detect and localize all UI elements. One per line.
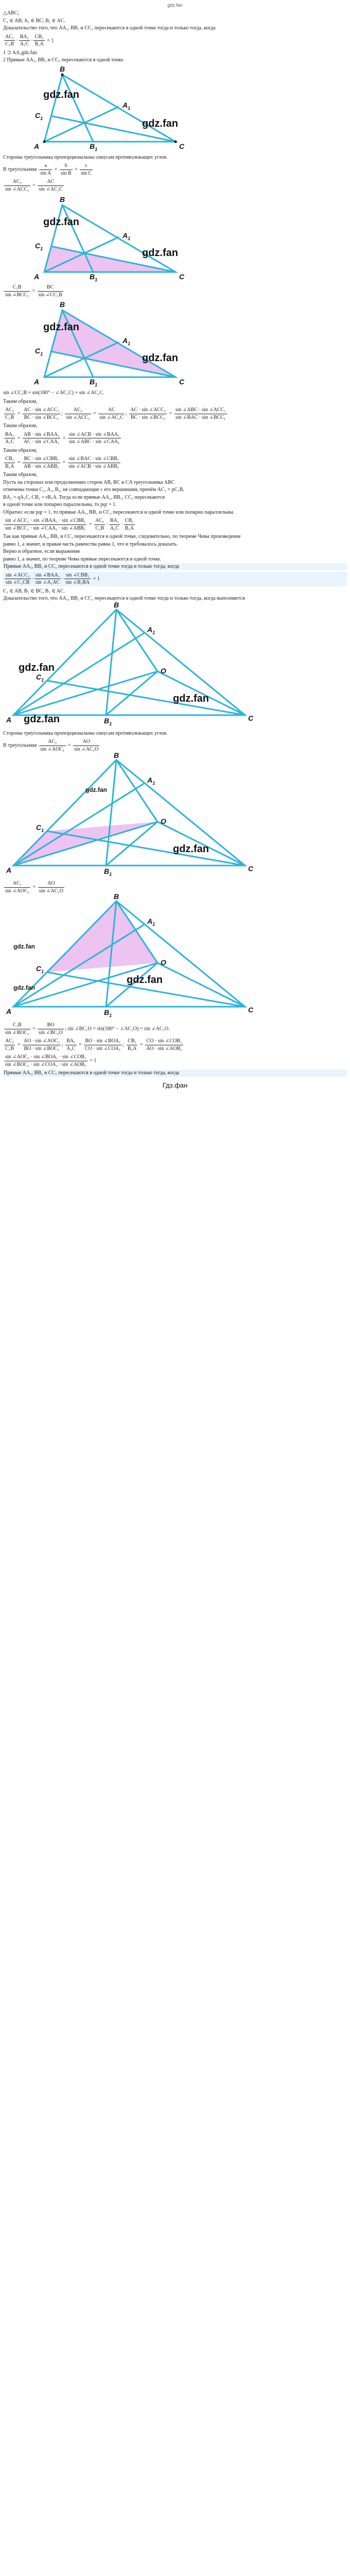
watermark: gdz.fan <box>13 943 35 950</box>
label-B1-sub: 1 <box>109 1012 112 1018</box>
sine-ratio-1: $\frac{\text{AC₁}}{\text{sin ∠ACC₁}}$ = $\frac{AC}{\text{sin ∠AC₁C}}$ <box>5 179 63 192</box>
prove-line: Доказательство того, что AA₁, BB₁ и CC₁ пересекаются в одной точке тогда и только тогда, когда <box>3 25 216 31</box>
final-ratio-1: $\frac{\text{C₁B}}{\text{sin ∠BOC₁}}$ = $\frac{BO}{\text{sin ∠BC₁O}}$ ; sin ∠BC₁O = sin(180° − ∠AC₁O) = sin ∠AC₁O. <box>5 1022 170 1036</box>
label-B: B <box>60 64 65 73</box>
given-b: C₁ ∈ AB, B₁ ∈ BC, B₁ ∈ AC. <box>3 588 65 594</box>
label-A: A <box>34 378 40 386</box>
watermark: gdz.fan <box>24 713 60 725</box>
label-B1-sub: 1 <box>109 721 112 726</box>
let-text: Пусть на сторонах или продолжениях сторон AB, BC и CA треугольника ABC <box>3 479 175 485</box>
watermark: gdz.fan <box>142 117 178 129</box>
condition-formula: $\frac{\text{AC₁}}{\text{C₁B}}$ · $\frac{\text{BA₁}}{\text{A₁C}}$ · $\frac{\text{CB₁}}{\text{B₁A}}$ = 1 <box>5 33 54 47</box>
label-C1-sub: 1 <box>40 115 43 121</box>
label-A: A <box>6 1007 12 1015</box>
label-B: B <box>114 751 119 759</box>
label-C1-sub: 1 <box>41 677 44 683</box>
label-A1 <box>147 775 155 786</box>
final-product: $\frac{\text{sin ∠AOC₁ · sin ∠BOA₁ · sin ∠COB₁}}{\text{sin ∠BOC₁ · sin ∠COA₁ · sin ∠AOB₁}}$ = 1 <box>5 1054 97 1067</box>
label-B1 <box>90 377 97 388</box>
label-C1-sub: 1 <box>41 969 44 974</box>
label-A1-text: A <box>122 336 128 345</box>
converse-text: Верно и обратное, если выражение <box>3 549 80 554</box>
mark-text-2: BA₁ = qA₁C, CB₁ = rB₁A. Тогда если прямые AA₁, BB₁, CC₁ пересекаются <box>3 494 165 500</box>
label-C1-text: C <box>35 242 41 250</box>
label-C1-sub: 1 <box>40 351 43 357</box>
label-A1-sub: 1 <box>152 921 155 927</box>
footer: Гдз.фан <box>162 1081 188 1089</box>
label-C1 <box>36 964 44 975</box>
label-C1-text: C <box>36 672 42 681</box>
label-B1-text: B <box>90 378 95 386</box>
highlight-formula: $\frac{\text{sin ∠ACC₁}}{\text{sin ∠C₁CB}}$ · $\frac{\text{sin ∠BAA₁}}{\text{sin ∠A₁AC}}$ · $\frac{\text{sin ∠CBB₁}}{\text{sin ∠B₁BA}}$ = 1 <box>3 572 347 586</box>
label-A1-text: A <box>147 625 153 634</box>
label-C1 <box>35 111 43 122</box>
label-B: B <box>60 300 65 309</box>
label-B1-sub: 1 <box>95 146 98 152</box>
sine-law-1: В треугольнике $\frac{a}{\text{sin A}}$ = $\frac{b}{\text{sin B}}$ = $\frac{c}{\text{sin C}}$ <box>3 163 92 176</box>
chain-3: $\frac{\text{CB₁}}{\text{B₁A}}$ = $\frac{\text{BC · sin ∠CBB₁}}{\text{AB · sin ∠ABB₁}}$ = $\frac{\text{sin ∠BAC · sin ∠CBB₁}}{\text{sin ∠ACB · sin ∠ABB₁}}$ <box>5 456 119 469</box>
label-C: C <box>179 378 185 386</box>
label-C1-text: C <box>36 823 42 832</box>
sine-ratio-2: $\frac{\text{C₁B}}{\text{sin ∠BCC₁}}$ = $\frac{BC}{\text{sin ∠CC₁B}}$ <box>5 284 62 298</box>
item-1: 1 ⊃ AA₁gdz.fan <box>3 49 37 56</box>
label-A1-sub: 1 <box>152 780 155 786</box>
label-C: C <box>248 1006 254 1014</box>
label-B1 <box>90 272 97 283</box>
mark-text-3: в одной точке или попарно параллельны, то pqr = 1. <box>3 502 117 507</box>
watermark: gdz.fan <box>13 984 35 991</box>
label-C1-sub: 1 <box>41 827 44 833</box>
label-B1 <box>90 142 97 152</box>
then-2: Таким образом, <box>3 423 38 429</box>
chain-2: $\frac{\text{BA₁}}{\text{A₁C}}$ = $\frac{\text{AB · sin ∠BAA₁}}{\text{AC · sin ∠CAA₁}}$ = $\frac{\text{sin ∠ACB · sin ∠BAA₁}}{\text{sin ∠ABC · sin ∠CAA₁}}$ <box>5 431 120 445</box>
label-B1-text: B <box>104 1008 110 1016</box>
watermark: gdz.fan <box>19 662 55 673</box>
watermark: gdz.fan <box>43 216 79 228</box>
watermark: gdz.fan <box>127 974 163 986</box>
sine-ratio-b: $\frac{\text{AC₁}}{\text{sin ∠AOC₁}}$ = $\frac{AO}{\text{sin ∠AC₁O}}$ <box>5 880 63 894</box>
label-C: C <box>179 273 185 281</box>
given-points: C₁ ∈ AB; A₁ ∈ BC; B₁ ∈ AC. <box>3 18 65 24</box>
product-formula: $\frac{\text{sin ∠ACC₁ · sin ∠BAA₁ · sin ∠CBB₁}}{\text{sin ∠BCC₁ · sin ∠CAA₁ · sin ∠ABB₁}}$ = $\frac{\text{AC₁}}{\text{C₁B}}$ · $\frac{\text{BA₁}}{\text{A₁C}}$ · $\frac{\text{CB₁}}{\text{B₁A}}$ <box>5 518 134 531</box>
sine-identity: sin ∠CC₁B = sin(180° − ∠AC₁C) = sin ∠AC₁C. <box>3 390 104 396</box>
label-A1-sub: 1 <box>128 105 131 111</box>
label-O: O <box>161 666 166 675</box>
triangle-label-b: В треугольнике <box>3 742 37 749</box>
triangle-figure-4 <box>3 600 347 728</box>
then-3: Таким образом, <box>3 447 38 453</box>
label-B1 <box>104 867 112 877</box>
label-A1-text: A <box>147 776 153 784</box>
converse-text-2: равно 1, а значит, по теореме Чевы прямые пересекаются в одной точке. <box>3 556 162 562</box>
label-A1-sub: 1 <box>128 341 131 346</box>
label-A1 <box>122 100 130 111</box>
item-2: 2 Прямые AA₁, BB₁ и CC₁ пересекаются в одной точке. <box>3 57 125 63</box>
label-A1-sub: 1 <box>152 630 155 635</box>
label-O: O <box>161 817 166 825</box>
label-A1 <box>122 336 130 347</box>
final-highlight: Прямые AA₁, BB₁ и CC₁ пересекаются в одной точке тогда и только тогда, когда <box>3 1070 347 1077</box>
watermark: gdz.fan <box>173 692 209 704</box>
mark-text: отмечены точки C₁, A₁, B₁, не совпадающие с его вершинами, причём AC₁ = pC₁B, <box>3 487 184 493</box>
label-B1-text: B <box>104 867 110 875</box>
label-C: C <box>248 865 254 873</box>
triangle-figure-2 <box>3 195 347 282</box>
final-ratio-2: $\frac{\text{AC₁}}{\text{C₁B}}$ = $\frac{\text{AO · sin ∠AOC₁}}{\text{BO · sin ∠BOC₁}}$ ; $\frac{\text{BA₁}}{\text{A₁C}}$ = $\frac{\text{BO · sin ∠BOA₁}}{\text{CO · sin ∠COA₁}}$ ; $\frac{\text{CB₁}}{\text{B₁A}}$ = $\frac{\text{CO · sin ∠COB₁}}{\text{AO · sin ∠AOB₁}}$ <box>5 1038 182 1052</box>
triangle-figure-6 <box>3 892 347 1020</box>
label-A1-text: A <box>122 231 128 240</box>
label-C: C <box>179 142 185 150</box>
sides-text: Стороны треугольника пропорциональны синусам противолежащих углов. <box>3 154 168 160</box>
label-B: B <box>114 600 119 609</box>
ceva-text-2: равно 1, а значит, и правая часть равенства равна 1, что и требовалось доказать. <box>3 541 178 547</box>
back-text: Обратно: если pqr = 1, то прямые AA₁, BB₁ и CC₁ пересекаются в одной точке или попарно параллельны. <box>3 509 235 515</box>
label-A: A <box>6 715 12 724</box>
top-bar <box>3 2 347 9</box>
label-O: O <box>161 958 166 967</box>
label-C1 <box>36 823 44 834</box>
triangle-figure-1 <box>3 64 347 152</box>
label-C1-text: C <box>35 111 41 120</box>
label-C1 <box>35 346 43 357</box>
highlight-text: Прямые AA₁, BB₁ и CC₁ пересекаются в одной точке тогда и только тогда, когда <box>3 563 347 570</box>
label-A: A <box>6 866 12 874</box>
chain-1: $\frac{\text{AC₁}}{\text{C₁B}}$ = $\frac{\text{AC · sin ∠ACC₁}}{\text{BC · sin ∠BCC₁}}$ ; $\frac{\text{AC₁}}{\text{sin ∠ACC₁}}$ = $\frac{AC}{\text{sin ∠AC₁C}}$ ; $\frac{\text{AC · sin ∠ACC₁}}{\text{BC · sin ∠BCC₁}}$ = $\frac{\text{sin ∠ABC · sin ∠ACC₁}}{\text{sin ∠BAC · sin ∠BCC₁}}$ <box>5 407 226 420</box>
label-B1 <box>104 1008 112 1019</box>
label-B1-text: B <box>90 142 95 150</box>
label-C1-text: C <box>36 964 42 973</box>
watermark: gdz.fan <box>85 786 107 793</box>
watermark: gdz.fan <box>43 321 79 333</box>
label-C1 <box>35 241 43 252</box>
label-C1-text: C <box>35 347 41 355</box>
label-A1 <box>122 231 130 242</box>
label-B1-text: B <box>90 273 95 281</box>
triangle-label: В треугольнике <box>3 166 37 173</box>
prove-b: Доказательство того, что AA₁, BB₁ и CC₁ пересекаются в одной точке тогда и только тогда, когда выполняется <box>3 596 245 601</box>
ceva-text: Так как прямые AA₁, BB₁ и CC₁ пересекаются в одной точке, следовательно, по теореме Чевы произведение <box>3 534 241 539</box>
watermark: gdz.fan <box>142 247 178 259</box>
label-B: B <box>114 892 119 901</box>
watermark: gdz.fan <box>173 843 209 855</box>
watermark: gdz.fan <box>43 89 79 100</box>
label-B1-sub: 1 <box>95 382 98 387</box>
sine-law-b: В треугольнике $\frac{\text{AC₁}}{\text{sin ∠AOC₁}}$ = $\frac{AO}{\text{sin ∠AC₁O}}$ <box>3 739 99 752</box>
sides-text-b: Стороны треугольника пропорциональны синусам противолежащих углов. <box>3 730 168 736</box>
label-A1 <box>147 625 155 636</box>
label-B: B <box>60 195 65 204</box>
label-A1-text: A <box>122 100 128 109</box>
label-A1 <box>147 917 155 927</box>
site-header: gdz.fan <box>167 3 183 8</box>
label-C: C <box>248 714 254 722</box>
label-B1 <box>104 716 112 727</box>
watermark: gdz.fan <box>142 352 178 364</box>
triangle-figure-5 <box>3 751 347 878</box>
then-1: Таким образом, <box>3 398 38 404</box>
label-A: A <box>34 142 40 150</box>
label-B1-sub: 1 <box>95 277 98 282</box>
label-B1-text: B <box>104 716 110 725</box>
then-4: Таким образом, <box>3 472 38 478</box>
label-A: A <box>34 273 40 281</box>
triangle-figure-3 <box>3 300 347 387</box>
label-C1-sub: 1 <box>40 246 43 251</box>
label-A1-text: A <box>147 917 153 925</box>
label-B1-sub: 1 <box>109 871 112 877</box>
given-line: △ABC; <box>3 10 20 16</box>
label-A1-sub: 1 <box>128 235 131 241</box>
